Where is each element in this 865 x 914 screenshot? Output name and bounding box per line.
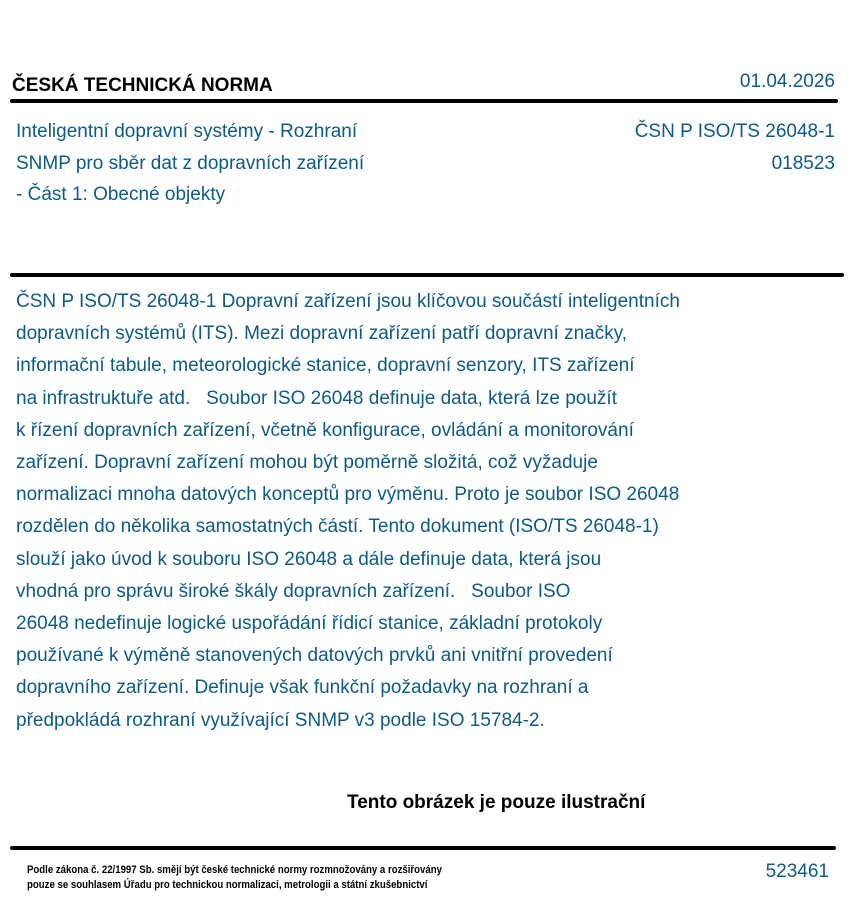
header-divider: [10, 99, 838, 103]
abstract-text: [16, 286, 816, 737]
abstract-line: 26048 nedefinuje logické uspořádání řídicí stanice, základní protokoly: [16, 613, 603, 635]
abstract-line: ČSN P ISO/TS 26048-1 Dopravní zařízení jsou klíčovou součástí inteligentních: [16, 291, 680, 312]
footer-divider: [10, 846, 836, 850]
abstract-line: rozdělen do několika samostatných částí. Tento dokument (ISO/TS 26048-1): [16, 516, 659, 538]
legal-line: Podle zákona č. 22/1997 Sb. smějí být české technické normy rozmnožovány a rozšiřovány: [27, 864, 442, 876]
class-number: 018523: [771, 152, 835, 174]
abstract-line: informační tabule, meteorologické stanice, dopravní senzory, ITS zařízení: [16, 355, 635, 377]
illustration-note: Tento obrázek je pouze ilustrační: [347, 792, 646, 813]
standard-info: [635, 116, 835, 179]
abstract-line: slouží jako úvod k souboru ISO 26048 a dále definuje data, která jsou: [16, 548, 602, 570]
abstract-line: používané k výměně stanovených datových prvků ani vnitřní provedení: [16, 645, 613, 667]
abstract-line: dopravních systémů (ITS). Mezi dopravní zařízení patří dopravní značky,: [16, 323, 628, 345]
issue-date: 01.04.2026: [739, 71, 835, 92]
title-line: - Část 1: Obecné objekty: [16, 184, 226, 205]
document-code: 523461: [765, 861, 829, 882]
title-line: SNMP pro sběr dat z dopravních zařízení: [16, 152, 365, 174]
legal-notice: [27, 863, 442, 893]
abstract-line: normalizaci mnoha datových konceptů pro výměnu. Proto je soubor ISO 26048: [16, 484, 680, 506]
abstract-line: předpokládá rozhraní využívající SNMP v3 podle ISO 15784-2.: [16, 709, 545, 731]
standard-title: [16, 116, 446, 211]
document-heading: ČESKÁ TECHNICKÁ NORMA: [12, 75, 273, 96]
section-divider: [10, 273, 844, 277]
title-line: Inteligentní dopravní systémy - Rozhraní: [16, 121, 358, 142]
abstract-line: zařízení. Dopravní zařízení mohou být poměrně složitá, což vyžaduje: [16, 452, 598, 474]
standard-designation: ČSN P ISO/TS 26048-1: [634, 121, 835, 142]
abstract-line: vhodná pro správu široké škály dopravních zařízení. Soubor ISO: [16, 580, 571, 602]
abstract-line: na infrastruktuře atd. Soubor ISO 26048 definuje data, která lze použít: [16, 387, 617, 409]
abstract-line: k řízení dopravních zařízení, včetně konfigurace, ovládání a monitorování: [16, 419, 634, 441]
legal-line: pouze se souhlasem Úřadu pro technickou normalizaci, metrologii a státní zkušebnictví: [27, 879, 428, 891]
abstract-line: dopravního zařízení. Definuje však funkční požadavky na rozhraní a: [16, 677, 589, 699]
